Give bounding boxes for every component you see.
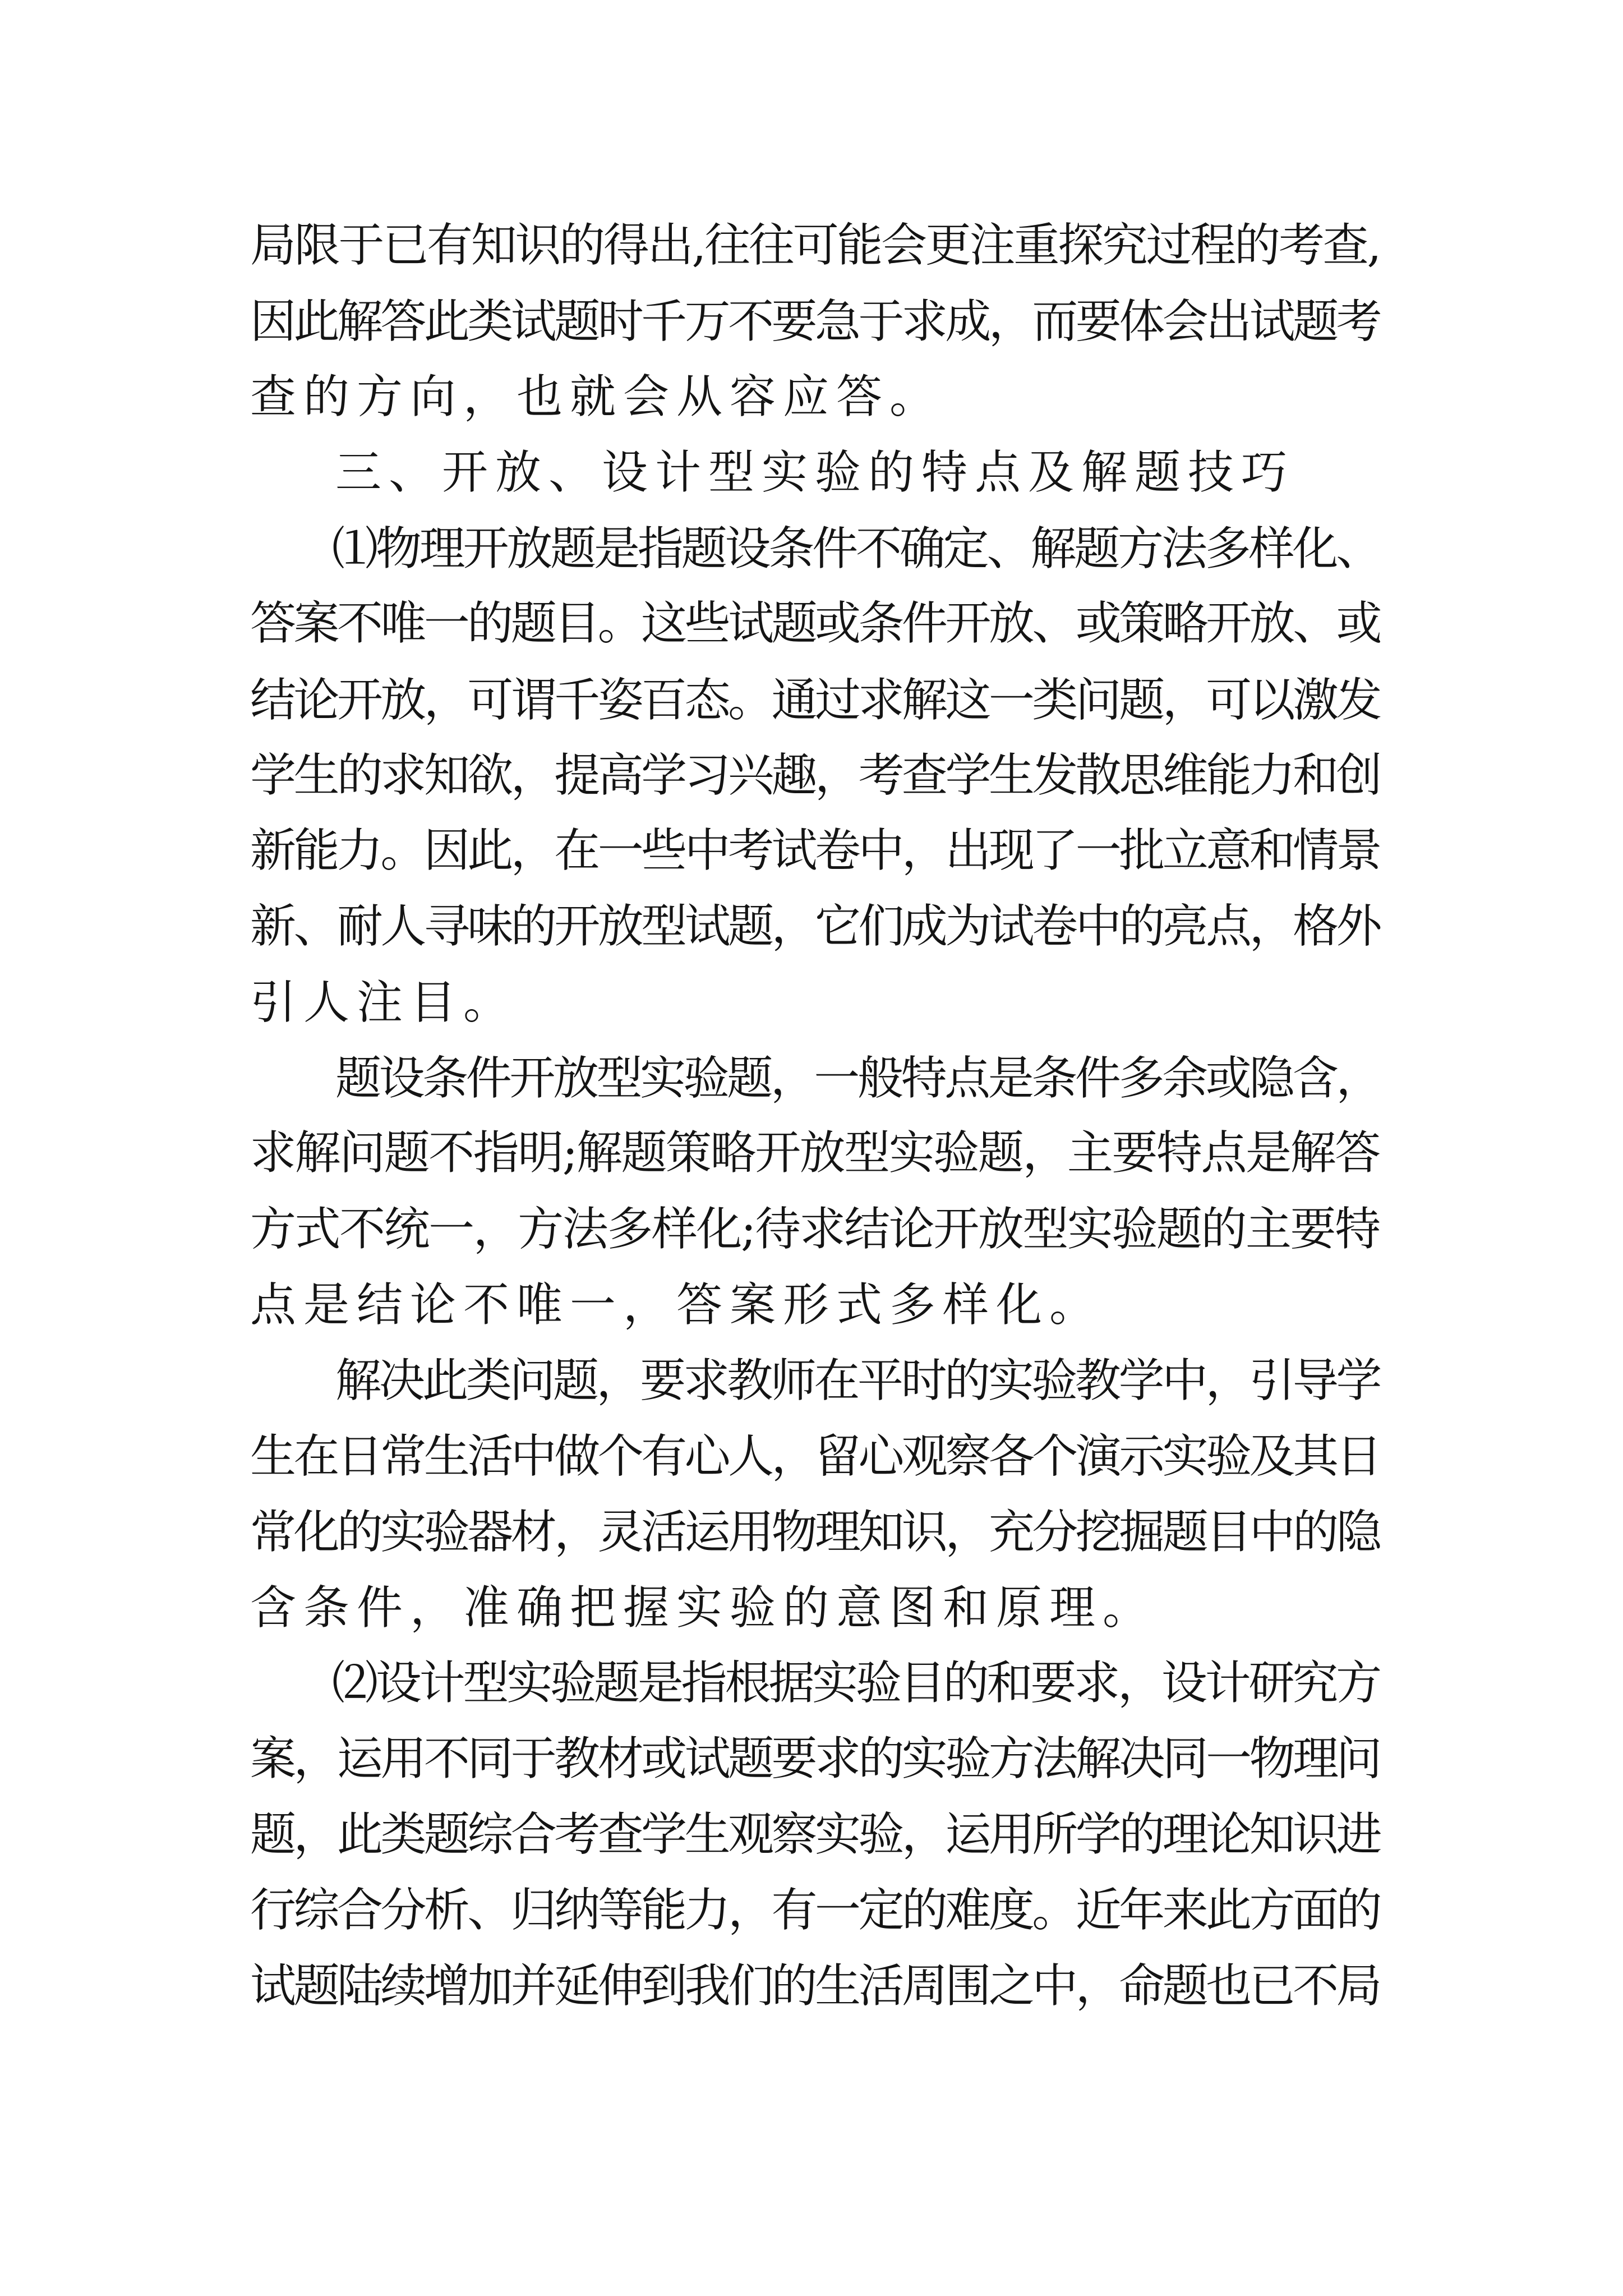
text-line: 新、耐人寻味的开放型试题，它们成为试卷中的亮点，格外	[250, 900, 1380, 953]
text-line: 案，运用不同于教材或试题要求的实验方法解决同一物理问	[250, 1732, 1380, 1786]
text-line: 题，此类题综合考查学生观察实验，运用所学的理论知识进	[250, 1808, 1380, 1861]
text-line: 题设条件开放型实验题，一般特点是条件多余或隐含，	[335, 1052, 1380, 1105]
text-line: 新能力。因此，在一些中考试卷中，出现了一批立意和情景	[250, 824, 1380, 877]
text-line: 含条件，准确把握实验的意图和原理。	[250, 1581, 1156, 1635]
text-line: 答案不唯一的题目。这些试题或条件开放、或策略开放、或	[250, 597, 1380, 650]
text-line: ⑴物理开放题是指题设条件不确定、解题方法多样化、	[332, 522, 1380, 576]
section-heading: 三、开放、设计型实验的特点及解题技巧	[335, 446, 1295, 499]
text-line: 引人注目。	[250, 976, 517, 1029]
text-line: 点是结论不唯一，答案形式多样化。	[250, 1278, 1103, 1332]
text-line: 常化的实验器材，灵活运用物理知识，充分挖掘题目中的隐	[250, 1506, 1380, 1559]
text-line: 查的方向，也就会从容应答。	[250, 370, 943, 424]
text-line: 试题陆续增加并延伸到我们的生活周围之中，命题也已不局	[250, 1959, 1380, 2013]
text-line: 局限于已有知识的得出,往往可能会更注重探究过程的考查,	[250, 219, 1380, 272]
text-line: 解决此类问题，要求教师在平时的实验教学中，引导学	[335, 1354, 1380, 1407]
text-line: 生在日常生活中做个有心人，留心观察各个演示实验及其日	[250, 1430, 1380, 1483]
text-line: 结论开放，可谓千姿百态。通过求解这一类问题，可以激发	[250, 674, 1380, 727]
text-line: 求解问题不指明;解题策略开放型实验题，主要特点是解答	[250, 1126, 1380, 1180]
text-line: 学生的求知欲，提高学习兴趣，考查学生发散思维能力和创	[250, 749, 1380, 802]
text-line: 方式不统一，方法多样化;待求结论开放型实验题的主要特	[250, 1203, 1380, 1256]
text-line: 因此解答此类试题时千万不要急于求成，而要体会出试题考	[250, 295, 1380, 348]
text-line: 行综合分析、归纳等能力，有一定的难度。近年来此方面的	[250, 1884, 1380, 1937]
text-line: ⑵设计型实验题是指根据实验目的和要求，设计研究方	[332, 1657, 1380, 1710]
